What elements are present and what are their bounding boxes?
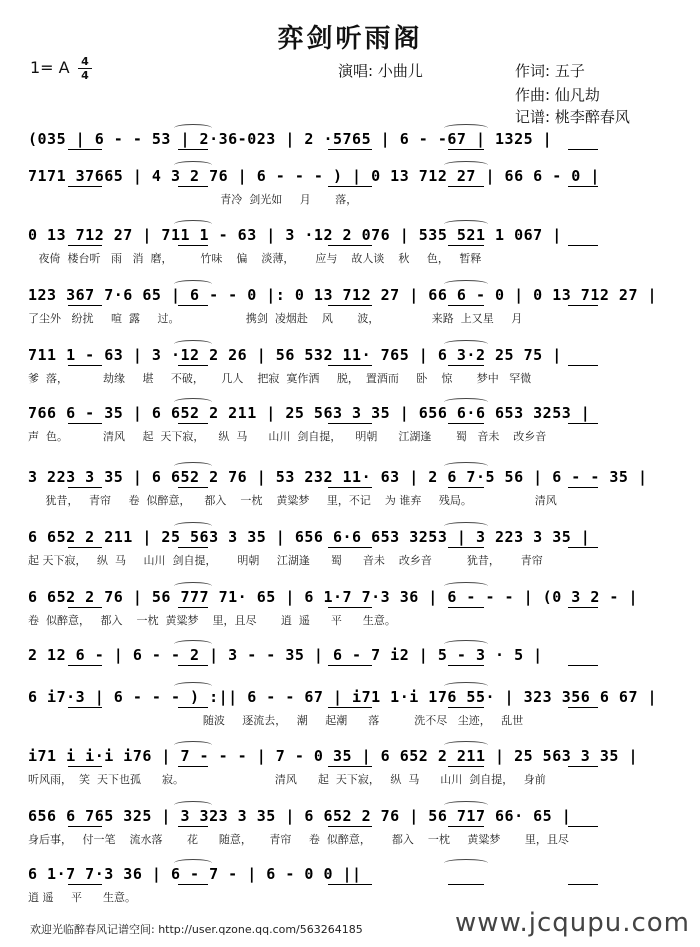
lyric-text: 声 色。 清风 起 天下寂， 纵 马 山川 剑自提， 明朝 江湖逢 蜀 音未 改乡音 (28, 430, 547, 443)
footer-text: 欢迎光临醉春风记谱空间: http://user.qzone.qq.com/563264185 (30, 923, 363, 936)
notation-text: 656 6 765 325 | 3 323 3 35 | 6 652 2 76 | 56 717 66· 65 | (28, 807, 572, 825)
lyric-text: 夜倚 楼台听 雨 消 磨， 竹味 偏 淡薄， 应与 故人谈 秋 色， 暂释 (28, 252, 482, 265)
slur-mark (174, 462, 212, 470)
lyric-text: 爹 落， 劫缘 堪 不破， 几人 把寂 寞作洒 脱， 置酒而 卧 惊 梦中 罕微 (28, 372, 532, 385)
beam-line (448, 665, 484, 666)
beam-line (328, 149, 372, 150)
time-signature-bottom: 4 (81, 69, 89, 82)
notation-text: 711 1 - 63 | 3 ·12 2 26 | 56 532 11· 765 | 6 3·2 25 75 | (28, 346, 562, 364)
slur-mark (174, 859, 212, 867)
notation-text: 766 6 - 35 | 6 652 2 211 | 25 563 3 35 | 656 6·6 653 3253 | (28, 404, 591, 422)
beam-line (178, 766, 208, 767)
beam-line (178, 607, 208, 608)
slur-mark (444, 124, 488, 132)
beam-line (568, 487, 598, 488)
beam-line (568, 826, 598, 827)
slur-mark (444, 640, 488, 648)
slur-mark (174, 161, 212, 169)
beam-line (178, 365, 208, 366)
notation-text: 2 12 6 - | 6 - - 2 | 3 - - 35 | 6 - 7 i2 | 5 - 3 · 5 | (28, 646, 543, 664)
beam-line (178, 305, 208, 306)
slur-mark (444, 462, 488, 470)
lyric-text: 青冷 剑光如 月 落， (28, 193, 358, 206)
beam-line (448, 884, 484, 885)
score-line (28, 466, 678, 507)
beam-line (448, 186, 484, 187)
score-line (28, 344, 678, 385)
slur-mark (444, 522, 488, 530)
beam-line (328, 186, 372, 187)
score-line (28, 526, 678, 567)
beam-line (68, 245, 102, 246)
notation-text: 0 13 712 27 | 711 1 - 63 | 3 ·12 2 076 | 535 521 1 067 | (28, 226, 562, 244)
notation-text: (035 | 6 - - 53 | 2·36-023 | 2 ·5765 | 6 - -67 | 1325 | (28, 130, 553, 148)
transcriber-credit: 记谱: 桃李醉春风 (515, 108, 630, 126)
beam-line (178, 547, 208, 548)
slur-mark (444, 398, 488, 406)
notation-text: 123 367 7·6 65 | 6 - - 0 |: 0 13 712 27 | 66 6 - 0 | 0 13 712 27 | (28, 286, 658, 304)
notation-text: 6 i7·3 | 6 - - - ) :|| 6 - - 67 | i71 1·i 176 55· | 323 356 6 67 | (28, 688, 658, 706)
beam-line (68, 305, 102, 306)
score-line (28, 284, 678, 325)
notation-text: 7171 37665 | 4 3 2 76 | 6 - - - ) | 0 13 712 27 | 66 6 - 0 | (28, 167, 600, 185)
beam-line (568, 186, 598, 187)
beam-line (328, 884, 372, 885)
beam-line (448, 423, 484, 424)
beam-line (448, 766, 484, 767)
singer-credit: 演唱: 小曲儿 (338, 62, 423, 80)
score-line (28, 805, 678, 846)
time-signature (78, 56, 92, 81)
lyric-text: 犹昔， 青帘 卷 似醉意， 都入 一枕 黄粱梦 里，不记 为 谁弃 残局。 清风 (28, 494, 557, 507)
beam-line (178, 665, 208, 666)
beam-line (568, 305, 598, 306)
notation-text: 6 652 2 76 | 56 777 71· 65 | 6 1·7 7·3 36 | 6 - - - | (0 3 2 - | (28, 588, 638, 606)
beam-line (178, 149, 208, 150)
beam-line (328, 665, 372, 666)
beam-line (448, 707, 484, 708)
beam-line (568, 766, 598, 767)
score-line (28, 644, 678, 680)
beam-line (448, 607, 484, 608)
lyric-text: 听风雨， 笑 天下也孤 寂。 清风 起 天下寂， 纵 马 山川 剑自提， 身前 (28, 773, 546, 786)
lyric-text: 身后事， 付一笔 流水落 花 随意， 青帘 卷 似醉意， 都入 一枕 黄粱梦 里，且尽 (28, 833, 569, 846)
score-line (28, 745, 678, 786)
beam-line (68, 707, 102, 708)
lyric-text: 卷 似醉意， 都入 一枕 黄粱梦 里，且尽 逍 遥 平 生意。 (28, 614, 396, 627)
beam-line (328, 707, 372, 708)
beam-line (178, 186, 208, 187)
beam-line (68, 826, 102, 827)
beam-line (178, 884, 208, 885)
slur-mark (174, 582, 212, 590)
beam-line (568, 245, 598, 246)
time-signature-top: 4 (81, 55, 89, 68)
beam-line (328, 423, 372, 424)
lyric-text: 了尘外 纷扰 喧 露 过。 携剑 凌烟赴 风 波， 来路 上又星 月 (28, 312, 523, 325)
beam-line (568, 665, 598, 666)
page-title: 弈剑听雨阁 (277, 24, 423, 54)
slur-mark (444, 220, 488, 228)
beam-line (178, 707, 208, 708)
beam-line (328, 607, 372, 608)
beam-line (448, 149, 484, 150)
beam-line (328, 245, 372, 246)
lyric-text: 随波 逐流去， 潮 起潮 落 洗不尽 尘迹， 乱世 (28, 714, 524, 727)
score-line (28, 586, 678, 627)
slur-mark (174, 398, 212, 406)
slur-mark (174, 280, 212, 288)
beam-line (68, 186, 102, 187)
slur-mark (174, 340, 212, 348)
slur-mark (444, 682, 488, 690)
slur-mark (174, 741, 212, 749)
beam-line (68, 884, 102, 885)
beam-line (568, 607, 598, 608)
beam-line (448, 365, 484, 366)
score-line (28, 224, 678, 265)
beam-line (328, 547, 372, 548)
key-signature: 1= A (30, 58, 70, 77)
beam-line (568, 884, 598, 885)
beam-line (328, 766, 372, 767)
beam-line (178, 487, 208, 488)
score-line (28, 402, 678, 443)
notation-text: 3 223 3 35 | 6 652 2 76 | 53 232 11· 63 | 2 6 7·5 56 | 6 - - 35 | (28, 468, 648, 486)
beam-line (68, 487, 102, 488)
score-line (28, 863, 678, 904)
notation-text: 6 1·7 7·3 36 | 6 - 7 - | 6 - 0 0 || (28, 865, 362, 883)
slur-mark (174, 801, 212, 809)
beam-line (328, 826, 372, 827)
watermark: www.jcqupu.com (455, 908, 690, 938)
beam-line (328, 365, 372, 366)
lyric-text: 起 天下寂， 纵 马 山川 剑自提， 明朝 江湖逢 蜀 音未 改乡音 犹昔， 青帘 (28, 554, 543, 567)
lyric-text: 逍 遥 平 生意。 (28, 891, 136, 904)
score-line (28, 165, 678, 206)
beam-line (68, 665, 102, 666)
slur-mark (444, 859, 488, 867)
composer-credit: 作曲: 仙凡劫 (515, 86, 600, 104)
beam-line (568, 707, 598, 708)
lyricist-credit: 作词: 五子 (515, 62, 585, 80)
beam-line (68, 365, 102, 366)
slur-mark (174, 124, 212, 132)
beam-line (448, 547, 484, 548)
beam-line (448, 305, 484, 306)
slur-mark (444, 582, 488, 590)
score-line (28, 686, 678, 727)
slur-mark (174, 220, 212, 228)
beam-line (568, 547, 598, 548)
notation-text: 6 652 2 211 | 25 563 3 35 | 656 6·6 653 3253 | 3 223 3 35 | (28, 528, 591, 546)
slur-mark (174, 522, 212, 530)
beam-line (328, 487, 372, 488)
beam-line (568, 423, 598, 424)
beam-line (68, 547, 102, 548)
slur-mark (444, 741, 488, 749)
beam-line (568, 149, 598, 150)
score-line (28, 128, 678, 164)
beam-line (328, 305, 372, 306)
beam-line (68, 766, 102, 767)
beam-line (178, 245, 208, 246)
slur-mark (444, 801, 488, 809)
beam-line (448, 826, 484, 827)
beam-line (178, 423, 208, 424)
beam-line (448, 487, 484, 488)
beam-line (68, 607, 102, 608)
slur-mark (174, 640, 212, 648)
beam-line (178, 826, 208, 827)
slur-mark (444, 161, 488, 169)
slur-mark (174, 682, 212, 690)
slur-mark (444, 340, 488, 348)
slur-mark (444, 280, 488, 288)
beam-line (448, 245, 484, 246)
beam-line (68, 423, 102, 424)
beam-line (68, 149, 102, 150)
beam-line (568, 365, 598, 366)
notation-text: i71 i i·i i76 | 7 - - - | 7 - 0 35 | 6 652 2 211 | 25 563 3 35 | (28, 747, 638, 765)
